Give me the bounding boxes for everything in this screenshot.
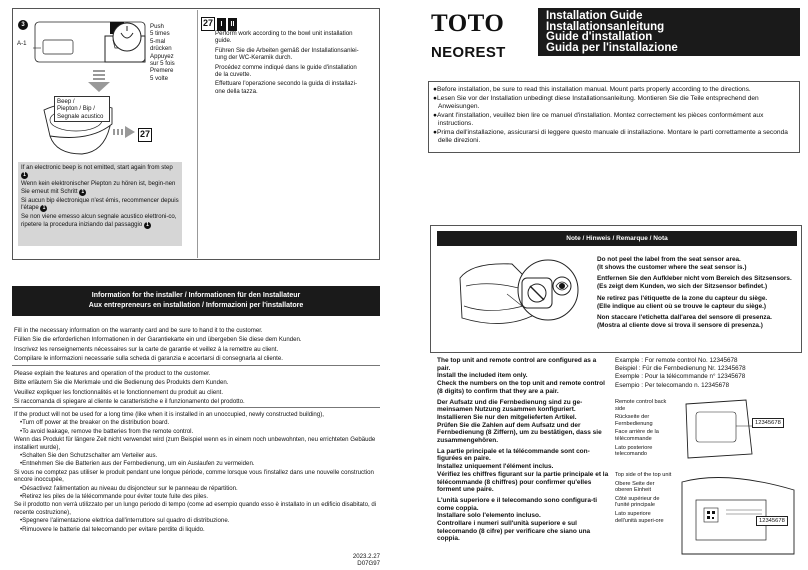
doc-footer: 2023.2.27 D07G97: [352, 553, 380, 568]
next-step-arrow-icon: [113, 126, 135, 138]
remote-back-labels: Remote control back side Rückseite der Fernbedienung Face arrière de la télécommande Lato posteriore telecomando: [615, 399, 667, 458]
pairing-examples: Example : For remote control No. 12345678 Beispiel : Für die Fernbedienung Nr. 12345678 Exemple : Pour la télécommande n° 12345678 Esempio : Per telecomando n. 12345678: [615, 357, 746, 389]
next-step-badge: 27: [138, 124, 152, 142]
top-unit-serial-label: 12345678: [756, 516, 788, 526]
installer-block-storage: If the product will not be used for a long time (like when it is installed in an unoccupied, newly constructed building), •Turn off power at the breaker on the distribution board. •To avoid leakage, remove the batteries from the remote control. Wenn das Produkt für längere Zeit nicht verwendet wird (zum Beispiel wenn es in einem noch unbewohnten, neu errichteten Gebäude installiert wurde), •Schalten Sie den Schutzschalter am Verteiler aus. •Entnehmen Sie die Batterien aus der Fernbedienung, um ein Auslaufen zu vermeiden. Si vous ne comptez pas utiliser le produit pendant une longue période, comme lorsque vous l'installez dans une nouvelle construction encore inoccupée, •Désactivez l'alimentation au niveau du disjoncteur sur le panneau de répartition. •Retirez les piles de la télécommande pour éviter toute fuite des piles. Se il prodotto non verrà utilizzato per un lungo periodo di tempo (come ad esempio quando esso è installato in un edificio disabitato, di recente costruzione), •Spegnere l'alimentazione elettrica dall'interruttore sul quadro di distribuzione. •Rimuovere le batterie dal telecomando per evitare perdite di liquido.: [14, 411, 377, 533]
divider-line: [12, 365, 380, 366]
installer-block-warranty: Fill in the necessary information on the warranty card and be sure to hand it to the customer. Füllen Sie die erforderlichen Informationen in der Garantiekarte ein und übergeben Sie diese dem Kunden. Inscrivez les renseignements nécessaires sur la carte de garantie et veillez à la remettre au client. Compilare le informazioni necessarie sulla scheda di garanzia e accertarsi di consegnarla al cliente.: [14, 327, 302, 363]
beep-warning-box: If an electronic beep is not emitted, start again from step 1 Wenn kein elektronischer Piepton zu hören ist, begin-nen Sie erneut mit Schritt 1 Si aucun bip électronique n'est émis, recommencer depuis l'étape 1 Se non viene emesso alcun segnale acustico elettroni-co, ripetere la procedura iniziando dal passaggio 1: [18, 162, 182, 246]
beep-callout: Beep / Piepton / Bip / Segnale acustico: [54, 96, 110, 122]
down-arrow-icon: [88, 70, 110, 92]
divider-line: [12, 407, 380, 408]
remote-back-illustration: [676, 398, 802, 460]
panel-divider: [197, 10, 198, 258]
installer-block-explain: Please explain the features and operation of the product to the customer. Bitte erläutern Sie die Merkmale und die Bedienung des Produkts dem Kunden. Veuillez expliquer les fonctionnalités et le fonctionnement du produit au client. Si raccomanda di spiegare al cliente le caratteristiche e il funzionamento del prodotto.: [14, 370, 245, 406]
brand-logo: TOTO: [431, 10, 505, 37]
part-label: A-1: [17, 40, 27, 47]
seat-sensor-illustration: [452, 256, 587, 336]
note-text: Do not peel the label from the seat sensor area. (It shows the customer where the seat sensor is.) Entfernen Sie den Aufkleber nicht vom Bereich des Sitzsensors. (Es zeigt dem Kunden, wo sich der Sitzsensor befindet.) Ne retirez pas l'étiquette de la zone du capteur du siège. (Elle indique au client où se trouve le capteur du siège.) Non staccare l'etichetta dall'area del sensore di presenza. (Mostra al cliente dove si trova il sensore di presenza.): [597, 256, 792, 329]
guide-title-box: Installation Guide Installationsanleitung Guide d'installation Guida per l'installazione: [538, 8, 800, 56]
top-unit-labels: Top side of the top unit Obere Seite der oberen Einheit Côté supérieur de l'unité principale Lato superiore dell'unità superi-ore: [615, 472, 672, 524]
button-zoom-icon: [112, 22, 144, 54]
bowl-step-header: 27 I II: [201, 13, 237, 31]
remote-serial-label: 12345678: [752, 418, 784, 428]
product-name: NEOREST: [431, 44, 506, 61]
pairing-instructions: The top unit and remote control are configured as a pair. Install the included item only. Check the numbers on the top unit and remote control (8 digits) to confirm that they are a pair. Der Aufsatz und die Fernbedienung sind zu ge-meinsamen Nutzung zusammen konfiguriert. Installieren Sie nur den mitgelieferten Artikel. Prüfen Sie die Zahlen auf dem Aufsatz und der Fernbedienung (8 Ziffern), um zu bestätigen, dass sie zusammengehören. La partie principale et la télécommande sont con-figurées en paire. Installez uniquement l'élément inclus. Vérifiez les chiffres figurant sur la partie principale et la télécommande (8 chiffres) pour confirmer qu'elles forment une paire. L'unità superiore e il telecomando sono configura-ti come coppia. Installare solo l'elemento incluso. Controllare i numeri sull'unità superiore e sul telecomando (8 cifre) per verificare che siano una coppia.: [437, 357, 609, 543]
note-heading: Note / Hinweis / Remarque / Nota: [437, 231, 797, 246]
push-instructions: Push 5 times 5-mal drücken Appuyez sur 5 fois Premere 5 volte: [150, 23, 175, 82]
installer-info-heading: Information for the installer / Informationen für den Installateur Aux entrepreneurs en installation / Informazioni per l'installatore: [12, 286, 380, 316]
step-number-badge: 3: [18, 13, 28, 31]
intro-notice-box: ●Before installation, be sure to read this installation manual. Mount parts properly according to the directions. ●Lesen Sie vor der Installation unbedingt diese Installationsanleitung. Montieren Sie die Teile entsprechend den Anweisungen. ●Avant l'installation, veuillez bien lire ce manuel d'installation. Montez correctement les pièces conformément aux instructions. ●Prima dell'installazione, assicurarsi di leggere questo manuale di installazione. Montare le parti correttamente a seconda delle direzioni.: [428, 81, 800, 153]
bowl-step-text: Perform work according to the bowl unit installation guide. Führen Sie die Arbeiten gemäß der Installationsanlei-tung der WC-Keramik durch. Procédez comme indiqué dans le guide d'installation de la cuvette. Effettuare l'operazione secondo la guida di installazi-one della tazza.: [215, 30, 359, 95]
